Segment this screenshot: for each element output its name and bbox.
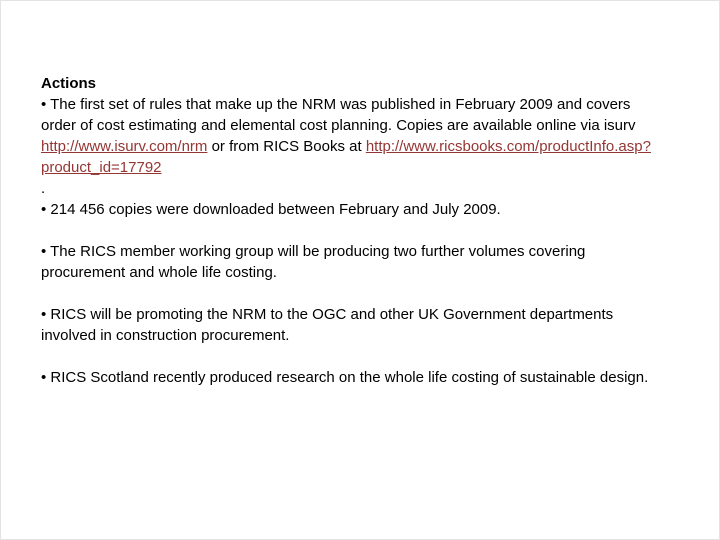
bullet-rics-scotland: • RICS Scotland recently produced research on the whole life costing of sustainable design. bbox=[41, 369, 649, 386]
bullet-text-between-links: or from RICS Books at bbox=[207, 138, 366, 155]
slide-heading: Actions bbox=[41, 75, 97, 92]
slide-content bbox=[41, 73, 656, 388]
isurv-link[interactable]: http://www.isurv.com/nrm bbox=[41, 138, 208, 155]
bullet-text-before-isurv-link: • The first set of rules that make up the NRM was published in February 2009 and covers order of cost estimating and elemental cost planning. Copies are available online via isurv bbox=[41, 96, 636, 134]
bullet-working-group: • The RICS member working group will be producing two further volumes covering procurement and whole life costing. bbox=[41, 243, 586, 281]
ricsbooks-link[interactable]: http://www.ricsbooks.com/productInfo.asp?product_id=17792 bbox=[41, 138, 651, 176]
bullet-nrm-published bbox=[41, 94, 656, 199]
trailing-period: . bbox=[41, 180, 46, 197]
bullet-ogc-promotion: • RICS will be promoting the NRM to the OGC and other UK Government departments involved in construction procurement. bbox=[41, 306, 614, 344]
bullet-download-count: • 214 456 copies were downloaded between February and July 2009. bbox=[41, 201, 501, 218]
